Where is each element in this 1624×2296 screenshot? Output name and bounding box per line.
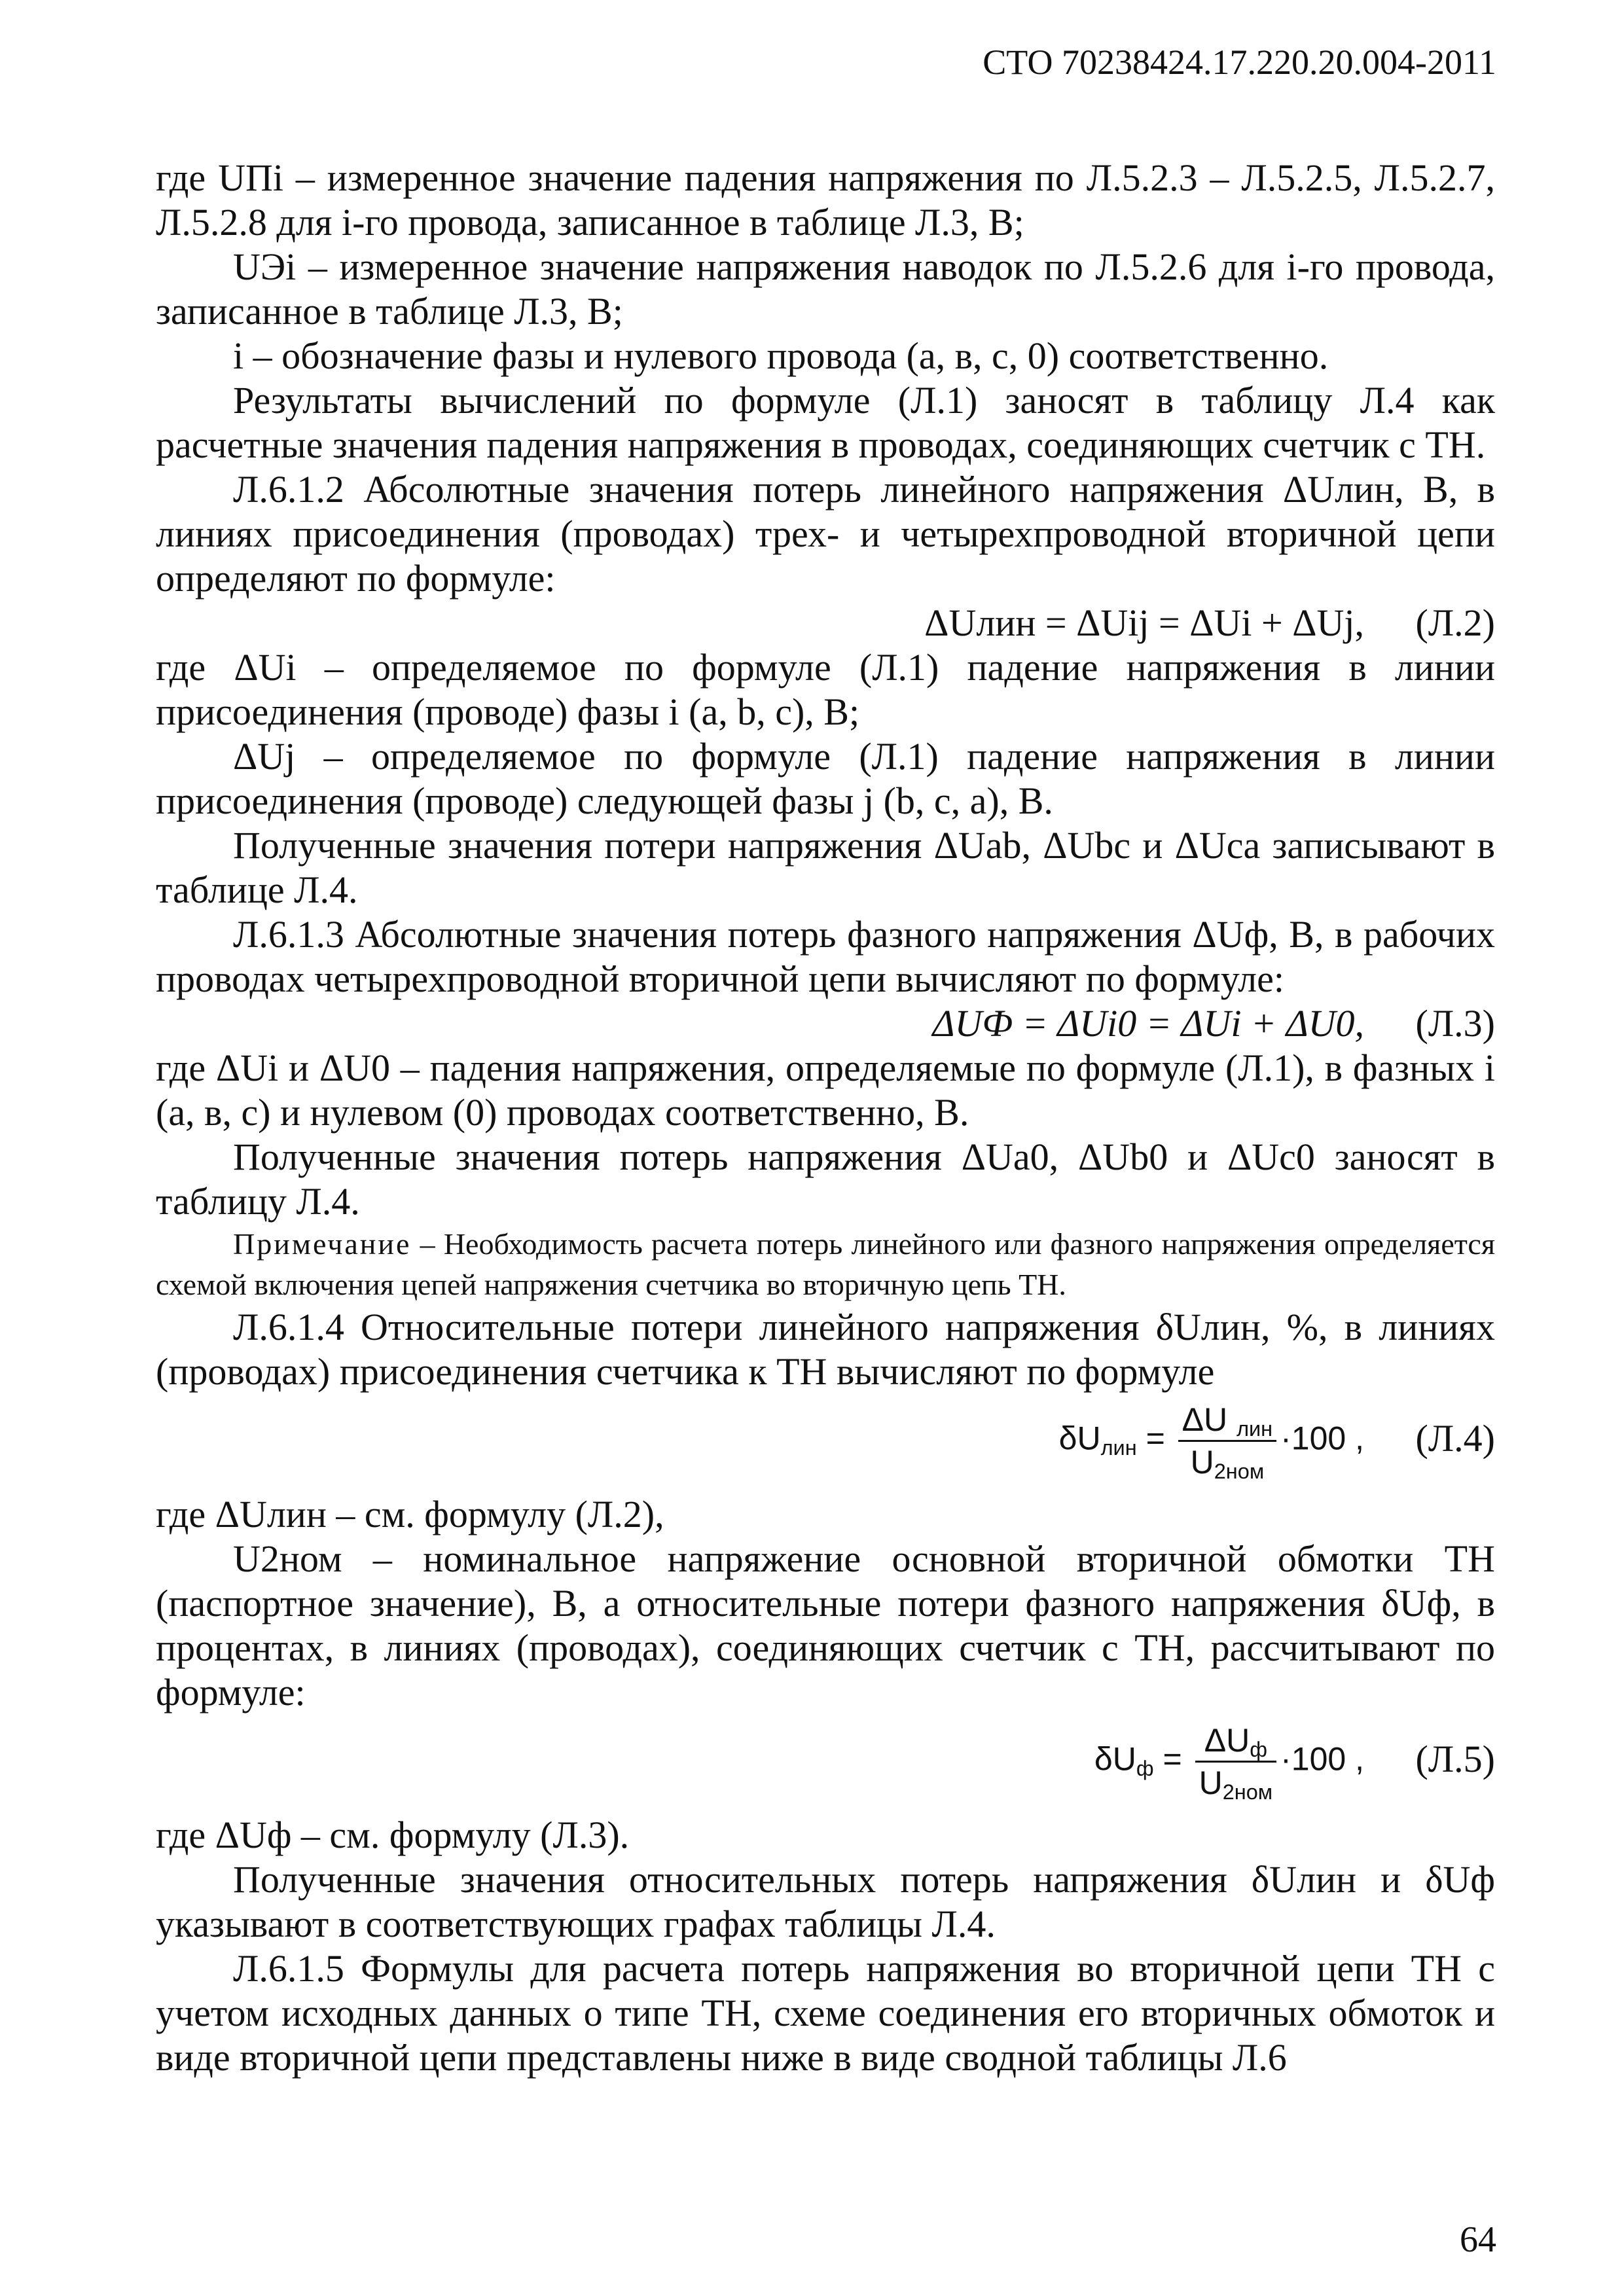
clause-l-6-1-3: Л.6.1.3 Абсолютные значения потерь фазного напряжения ΔUф, В, в рабочих проводах четырехпроводной вторичной цепи вычисляют по формуле: [156,913,1495,1000]
paragraph: i – обозначение фазы и нулевого провода (a, в, c, 0) соответственно. [233,334,1329,377]
note-label: Примечание [233,1227,412,1261]
formula-l2 [156,601,1495,645]
formula-expression: $\delta U_{лин}$ = $\frac{\Delta U _{лин}}{U_{2ном}}$ ·100 , [156,1399,1364,1482]
clause-l-6-1-4: Л.6.1.4 Относительные потери линейного напряжения δUлин, %, в линиях (проводах) присоединения счетчика к ТН вычисляют по формуле [156,1306,1495,1393]
paragraph: U2ном – номинальное напряжение основной вторичной обмотки ТН (паспортное значение), В, а относительные потери фазного напряжения δUф, в процентах, в линиях (проводах), соединяющих счетчик с ТН, рассчитывают по формуле: [156,1537,1495,1713]
document-code: СТО 70238424.17.220.20.004-2011 [983,43,1496,82]
formula-l3 [156,1001,1495,1046]
paragraph: где ΔUi – определяемое по формуле (Л.1) падение напряжения в линии присоединения (проводе) фазы i (a, b, c), В; [156,646,1495,733]
fraction: $\frac{\Delta U _{лин}}{U_{2ном}}$ [1178,1399,1276,1482]
formula-number: (Л.4) [1415,1417,1495,1460]
formula-expression: ΔUФ = ΔUi0 = ΔUi + ΔU0, [932,1002,1364,1045]
paragraph: Полученные значения относительных потерь напряжения δUлин и δUф указывают в соответствующих графах таблицы Л.4. [156,1858,1495,1945]
formula-expression: ΔUлин = ΔUij = ΔUi + ΔUj, [924,601,1364,644]
paragraph: UЭi – измеренное значение напряжения наводок по Л.5.2.6 для i-го провода, записанное в таблице Л.3, В; [156,245,1495,332]
formula-l5 [156,1715,1495,1813]
formula-number: (Л.5) [1415,1738,1495,1780]
page-number: 64 [1460,2219,1496,2260]
paragraph: Результаты вычислений по формуле (Л.1) заносят в таблицу Л.4 как расчетные значения падения напряжения в проводах, соединяющих счетчик с ТН. [156,379,1495,466]
paragraph: Полученные значения потери напряжения ΔUab, ΔUbc и ΔUca записывают в таблице Л.4. [156,824,1495,911]
fraction: $\frac{\Delta U_ф}{U_{2ном}}$ [1195,1720,1277,1803]
formula-number: (Л.2) [1415,601,1495,644]
paragraph: где UПi – измеренное значение падения напряжения по Л.5.2.3 – Л.5.2.5, Л.5.2.7, Л.5.2.8 для i-го провода, записанное в таблице Л.3, В; [156,156,1495,243]
paragraph: ΔUj – определяемое по формуле (Л.1) падение напряжения в линии присоединения (проводе) следующей фазы j (b, c, a), В. [156,735,1495,822]
paragraph: где ΔUлин – см. формулу (Л.2), [156,1493,664,1535]
formula-expression: $\delta U_ф$ = $\frac{\Delta U_ф}{U_{2ном}}$ ·100 , [156,1720,1364,1803]
note [156,1224,1495,1305]
paragraph: Полученные значения потерь напряжения ΔUa0, ΔUb0 и ΔUc0 заносят в таблицу Л.4. [156,1136,1495,1223]
paragraph: где ΔUф – см. формулу (Л.3). [156,1814,630,1856]
formula-l4 [156,1394,1495,1492]
paragraph: где ΔUi и ΔU0 – падения напряжения, определяемые по формуле (Л.1), в фазных i (a, в, c) и нулевом (0) проводах соответственно, В. [156,1047,1495,1134]
formula-number: (Л.3) [1415,1002,1495,1045]
body-text [156,156,1495,2080]
note-text: – Необходимость расчета потерь линейного или фазного напряжения определяется схемой включения цепей напряжения счетчика во вторичную цепь ТН. [156,1227,1495,1301]
clause-l-6-1-2: Л.6.1.2 Абсолютные значения потерь линейного напряжения ΔUлин, В, в линиях присоединения (проводах) трех- и четырехпроводной вторичной цепи определяют по формуле: [156,468,1495,600]
clause-l-6-1-5: Л.6.1.5 Формулы для расчета потерь напряжения во вторичной цепи ТН с учетом исходных данных о типе ТН, схеме соединения его вторичных обмоток и виде вторичной цепи представлены ниже в виде сводной таблицы Л.6 [156,1947,1495,2079]
